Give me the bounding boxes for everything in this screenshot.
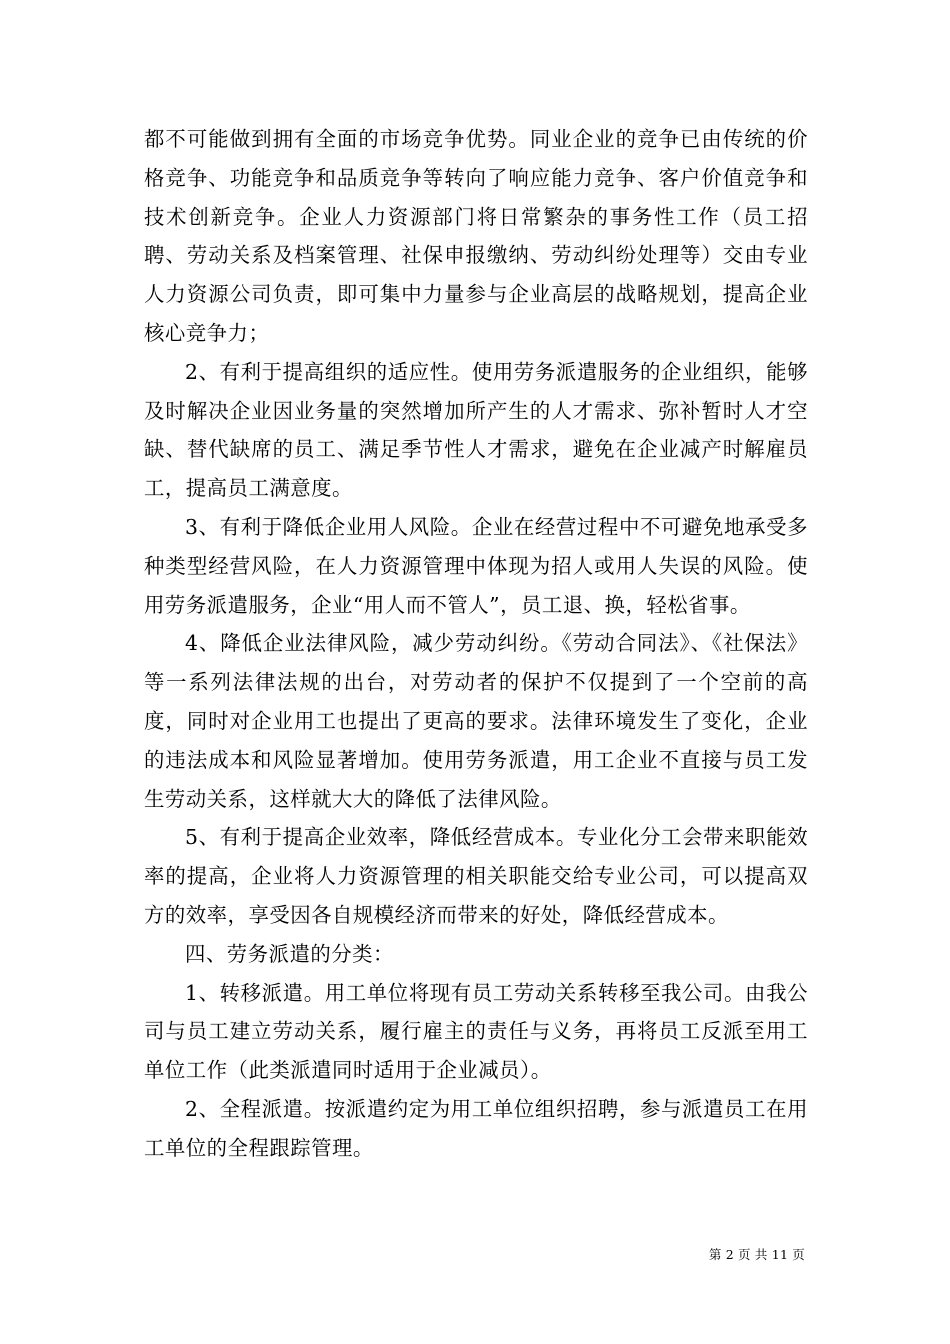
paragraph-adaptability: 2、有利于提高组织的适应性。使用劳务派遣服务的企业组织，能够及时解决企业因业务量的突然增加所产生的人才需求、弥补暂时人才空缺、替代缺席的员工、满足季节性人才需求，避免在企业减产时解雇员工，提高员工满意度。 — [144, 359, 808, 501]
paragraph-employment-risk: 3、有利于降低企业用人风险。企业在经营过程中不可避免地承受多种类型经营风险，在人力资源管理中体现为招人或用人失误的风险。使用劳务派遣服务，企业“用人而不管人”，员工退、换，轻松省事。 — [144, 514, 808, 617]
paragraph-continuation: 都不可能做到拥有全面的市场竞争优势。同业企业的竞争已由传统的价格竞争、功能竞争和品质竞争等转向了响应能力竞争、客户价值竞争和技术创新竞争。企业人力资源部门将日常繁杂的事务性工作（员工招聘、劳动关系及档案管理、社保申报缴纳、劳动纠纷处理等）交由专业人力资源公司负责，即可集中力量参与企业高层的战略规划，提高企业核心竞争力； — [144, 127, 808, 345]
paragraph-full-dispatch: 2、全程派遣。按派遣约定为用工单位组织招聘，参与派遣员工在用工单位的全程跟踪管理。 — [144, 1096, 808, 1160]
section-heading-classification: 四、劳务派遣的分类： — [185, 941, 394, 966]
paragraph-transfer-dispatch: 1、转移派遣。用工单位将现有员工劳动关系转移至我公司。由我公司与员工建立劳动关系，履行雇主的责任与义务，再将员工反派至用工单位工作（此类派遣同时适用于企业减员）。 — [144, 980, 808, 1083]
page-number-footer: 第 2 页 共 11 页 — [708, 1247, 805, 1262]
paragraph-efficiency: 5、有利于提高企业效率，降低经营成本。专业化分工会带来职能效率的提高，企业将人力资源管理的相关职能交给专业公司，可以提高双方的效率，享受因各自规模经济而带来的好处，降低经营成本。 — [144, 825, 808, 927]
document-body — [144, 120, 808, 1168]
paragraph-legal-risk: 4、降低企业法律风险，减少劳动纠纷。《劳动合同法》、《社保法》等一系列法律法规的出台，对劳动者的保护不仅提到了一个空前的高度，同时对企业用工也提出了更高的要求。法律环境发生了变化，企业的违法成本和风险显著增加。使用劳务派遣，用工企业不直接与员工发生劳动关系，这样就大大的降低了法律风险。 — [144, 631, 808, 811]
